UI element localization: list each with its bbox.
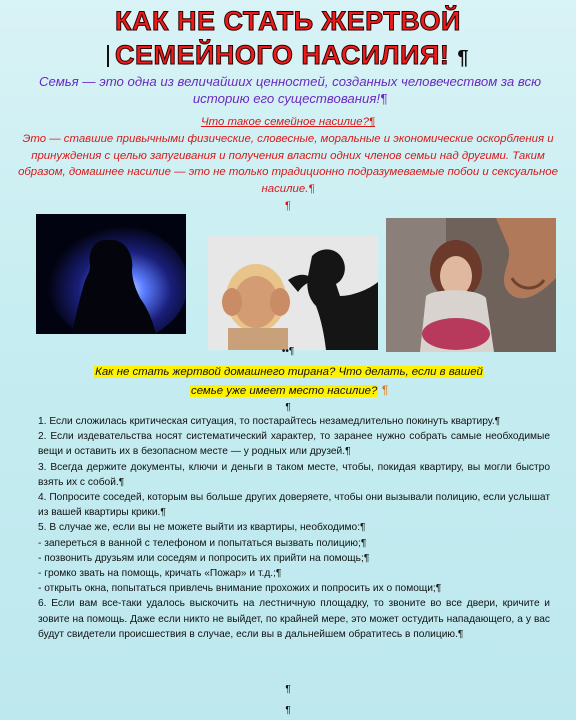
definition-paragraph: Это — ставшие привычными физические, словесные, моральные и экономические оскорбления и принуждения с целью запугивания и получения власти одних членов семьи над другими. Таким образом, домашнее насилие — это не только традиционно подразумеваемые побои и сексуальное насилие.¶ <box>18 133 558 195</box>
highlight-pilcrow: ¶ <box>381 383 388 397</box>
title-text-2: СЕМЕЙНОГО НАСИЛИЯ! <box>115 40 450 70</box>
title-pilcrow: ¶ <box>457 47 469 69</box>
highlight-line-1: Как не стать жертвой домашнего тирана? Что делать, если в вашей <box>95 366 483 378</box>
photo-woman-fist <box>386 218 556 352</box>
list-item: 4. Попросите соседей, которым вы больше других доверяете, чтобы они вызывали полицию, если услышат из вашей квартиры крики.¶ <box>38 492 550 519</box>
intro-paragraph: Семья — это одна из величайших ценностей, созданных человечеством за всю историю его существования!¶ <box>38 74 541 106</box>
list-item: - громко звать на помощь, кричать «Пожар» и т.д.;¶ <box>38 568 282 580</box>
list-item: 6. Если вам все-таки удалось выскочить на лестничную площадку, то звоните во все двери, кричите и зовите на помощь. Даже если никто не выйдет, по крайней мере, это может остудить нападающего, а у вас будут свидетели происшествия в случае, если вы в дальнейшем обратитесь в полицию.¶ <box>38 598 550 640</box>
highlight-question <box>36 363 542 400</box>
list-item: 1. Если сложилась критическая ситуация, то постарайтесь незамедлительно покинуть квартиру.¶ <box>38 416 501 427</box>
list-item: - позвонить друзьям или соседям и попросить их прийти на помощь;¶ <box>38 552 370 564</box>
list-top-pilcrow: ¶ <box>285 402 291 413</box>
page-title-line-2 <box>0 40 576 73</box>
photo-child-shadow <box>208 236 378 350</box>
title-text-1: КАК НЕ СТАТЬ ЖЕРТВОЙ <box>115 6 461 36</box>
definition-pilcrow: ¶ <box>285 200 291 212</box>
text-cursor <box>107 45 109 67</box>
list-item: - открыть окна, попытаться привлечь внимание прохожих и попросить их о помощи;¶ <box>38 583 442 595</box>
bottom-pilcrow: ¶ <box>285 705 291 716</box>
bottom-pilcrow: ¶ <box>285 684 291 695</box>
list-item: - запереться в ванной с телефоном и попытаться вызвать полицию;¶ <box>38 537 367 549</box>
page-title-line-1 <box>0 6 576 36</box>
list-item: 3. Всегда держите документы, ключи и деньги в таком месте, чтобы, покидая квартиру, вы могли быстро взять их с собой.¶ <box>38 461 550 488</box>
list-item: 5. В случае же, если вы не можете выйти из квартиры, необходимо:¶ <box>38 522 366 534</box>
highlight-line-2: семье уже имеет место насилие? <box>191 385 378 397</box>
advice-list <box>38 414 550 642</box>
photo-silhouette <box>36 214 186 334</box>
definition-question: Что такое семейное насилие?¶ <box>200 116 376 128</box>
list-item: 2. Если издевательства носят систематический характер, то заранее нужно собрать самые необходимые вещи и оставить их в безопасном месте — у родных или друзей.¶ <box>38 431 550 458</box>
below-photo-mark: ••¶ <box>281 346 295 357</box>
